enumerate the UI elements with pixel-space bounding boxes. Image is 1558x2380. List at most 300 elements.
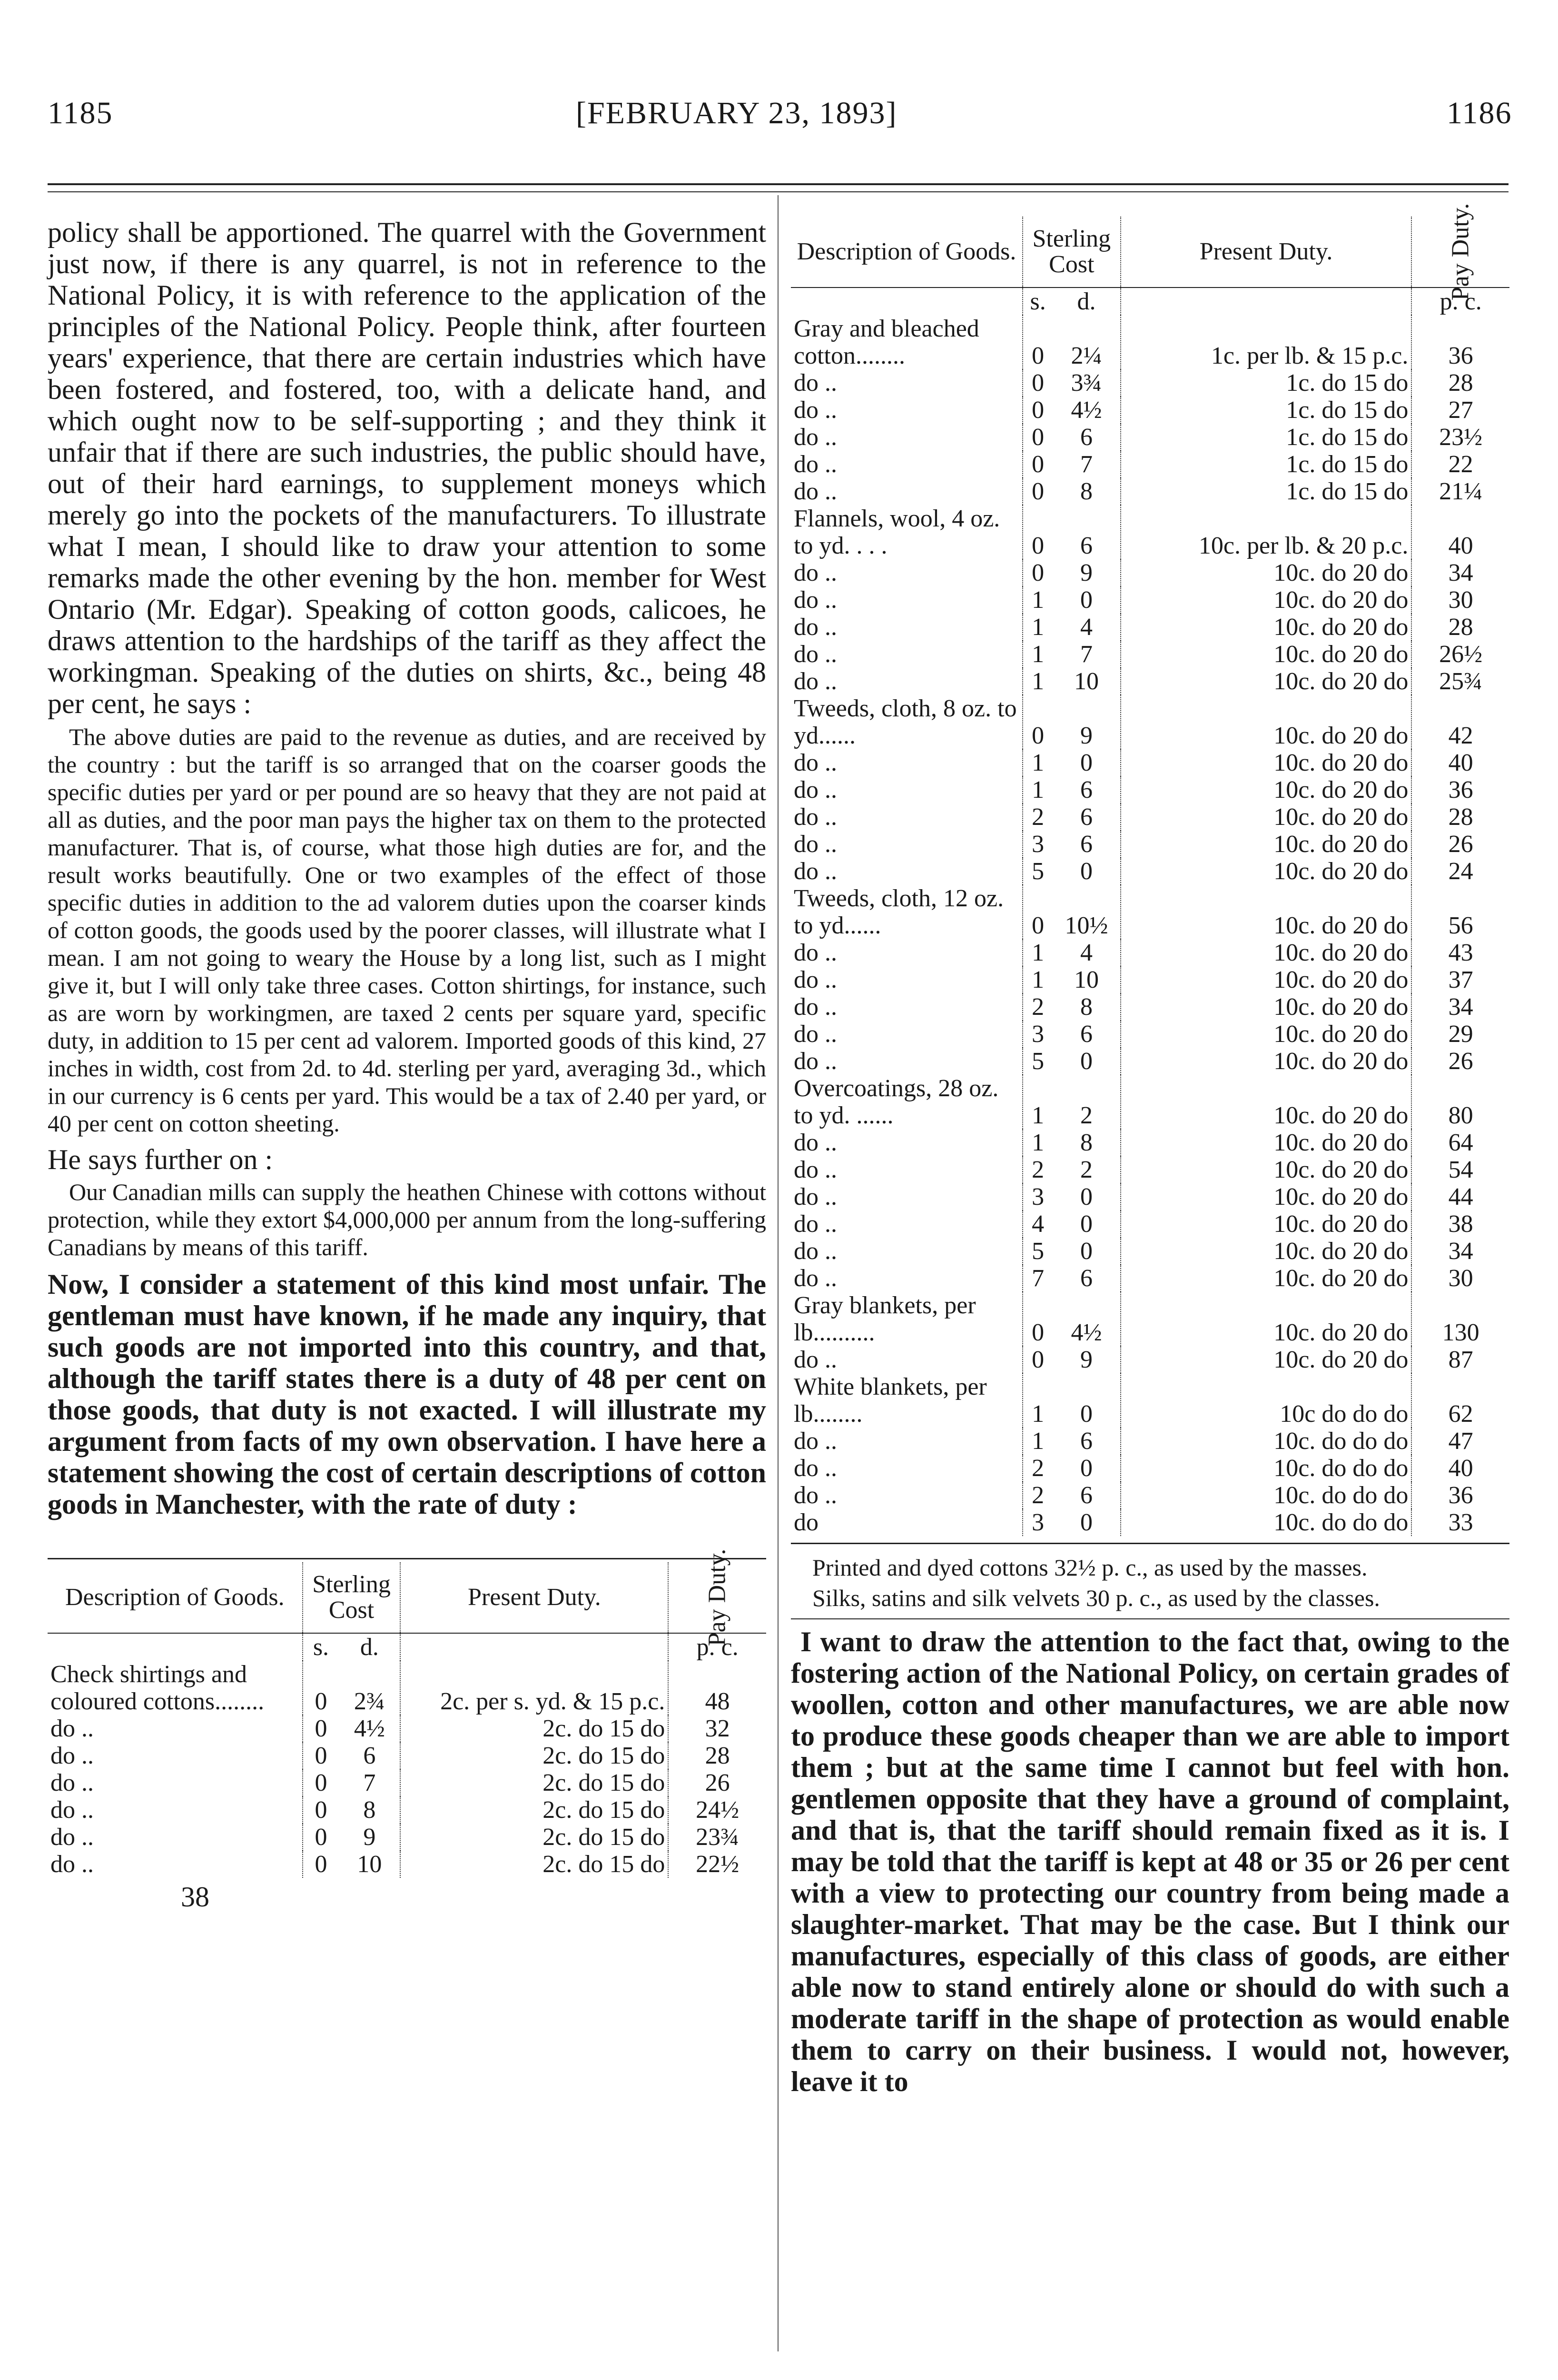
- row-shillings: 0: [1032, 424, 1045, 451]
- row-duty: 10c. do 20 do: [1121, 1346, 1412, 1373]
- row-description: Check shirtings and coloured cottons........: [48, 1661, 303, 1715]
- row-description: do ..: [791, 559, 1023, 586]
- row-description: Tweeds, cloth, 12 oz. to yd......: [791, 885, 1023, 939]
- table-row: [791, 885, 1509, 939]
- row-pay: 38: [1448, 1210, 1473, 1238]
- row-shillings: 0: [315, 1824, 327, 1851]
- row-description: do ..: [791, 993, 1023, 1021]
- row-shillings: 1: [1032, 668, 1045, 695]
- table-row: [791, 614, 1509, 641]
- row-pay: 64: [1448, 1129, 1473, 1156]
- col-description-header: Description of Goods.: [791, 217, 1023, 288]
- row-duty: 1c. do 15 do: [1121, 478, 1412, 505]
- row-description: do ..: [48, 1742, 303, 1769]
- right-note-rule: [791, 1618, 1509, 1619]
- row-description: do ..: [791, 1210, 1023, 1238]
- row-pay: 26: [1448, 831, 1473, 858]
- row-pay: 33: [1448, 1509, 1473, 1536]
- row-pence: 8: [1053, 478, 1120, 505]
- table-note-1: Printed and dyed cottons 32½ p. c., as used by the masses.: [812, 1554, 1368, 1581]
- row-pay: 44: [1448, 1183, 1473, 1210]
- row-pence: 9: [339, 1824, 400, 1851]
- left-paragraph-1: policy shall be apportioned. The quarrel with the Government just now, if there is any quarrel, is not in reference to the National Policy, it is with reference to the application of the principles of the National Policy. People think, after fourteen years' experience, that there are certain industries which have been fostered, and fostered, too, with a delicate hand, and which ought now to be self-supporting ; and they think it unfair that if there are such industries, the public should have, out of their hard earnings, to supplement moneys which merely go into the pockets of the manufacturers. To illustrate what I mean, I should like to draw your attention to some remarks made the other evening by the hon. member for West Ontario (Mr. Edgar). Speaking of cotton goods, calicoes, he draws attention to the hardships of the tariff as they affect the workingman. Speaking of the duties on shirts, &c., being 48 per cent, he says :: [48, 217, 766, 719]
- row-pay: 28: [1448, 803, 1473, 831]
- table-row: [48, 1715, 766, 1742]
- left-table-body: s. d. p. c. Check shirtings and coloured cottons........ 0 2¾ 2c. per s. yd. & 15 p.c. 48 do .. 0 4½ 2c. do 15 do 32 do .. 0 6 2c. do 15 do 28 do .. 0 7 2c. do 15 do 26 do .. 0 8 2c. do 15 do 24½ do .. 0 9 2c. do 15 do 23¾ do .. 0 10 2c. do 15 do 22½: [48, 1633, 766, 1878]
- row-pence: 2: [1053, 1156, 1120, 1183]
- row-description: do ..: [791, 1482, 1023, 1509]
- row-pence: 10: [339, 1851, 400, 1878]
- row-pence: 6: [1053, 1482, 1120, 1509]
- row-description: do ..: [791, 749, 1023, 776]
- table-row: [791, 1482, 1509, 1509]
- row-description: do ..: [48, 1715, 303, 1742]
- row-pence: 3¾: [1053, 369, 1120, 397]
- row-pence: 4: [1053, 614, 1120, 641]
- right-column: [791, 203, 1509, 2097]
- row-description: do ..: [791, 1346, 1023, 1373]
- row-pay: 28: [1448, 614, 1473, 641]
- row-shillings: 3: [1032, 1021, 1045, 1048]
- row-pence: 6: [1053, 1428, 1120, 1455]
- row-description: Overcoatings, 28 oz. to yd. ......: [791, 1075, 1023, 1129]
- table-row: [791, 1373, 1509, 1428]
- row-shillings: 0: [1032, 722, 1045, 749]
- row-shillings: 0: [315, 1796, 327, 1824]
- row-duty: 10c. do 20 do: [1121, 1292, 1412, 1346]
- row-shillings: 0: [315, 1769, 327, 1796]
- row-pay: 27: [1448, 397, 1473, 424]
- row-pence: 0: [1053, 1373, 1120, 1428]
- col-duty-header: Present Duty.: [400, 1562, 668, 1633]
- col-sterling-header: Sterling Cost: [303, 1562, 401, 1633]
- row-pence: 0: [1053, 858, 1120, 885]
- row-duty: 1c. do 15 do: [1121, 424, 1412, 451]
- row-pence: 2: [1053, 1075, 1120, 1129]
- row-pence: 4½: [1053, 1292, 1120, 1346]
- left-column: [48, 217, 766, 1914]
- row-description: do ..: [791, 586, 1023, 614]
- row-duty: 10c. do do do: [1121, 1509, 1412, 1536]
- row-duty: 10c. do 20 do: [1121, 803, 1412, 831]
- row-duty: 1c. do 15 do: [1121, 397, 1412, 424]
- row-pay: 36: [1448, 1482, 1473, 1509]
- col-sterling-header: Sterling Cost: [1023, 217, 1121, 288]
- table-row: [48, 1769, 766, 1796]
- row-duty: 10c. do 20 do: [1121, 1210, 1412, 1238]
- row-description: do ..: [791, 939, 1023, 966]
- row-description: Gray blankets, per lb..........: [791, 1292, 1023, 1346]
- row-duty: 2c. do 15 do: [400, 1796, 668, 1824]
- row-duty: 10c. do 20 do: [1121, 668, 1412, 695]
- row-pence: 0: [1053, 1183, 1120, 1210]
- row-duty: 10c. do 20 do: [1121, 1048, 1412, 1075]
- row-description: do ..: [791, 1048, 1023, 1075]
- row-pay: 30: [1448, 586, 1473, 614]
- row-shillings: 3: [1032, 831, 1045, 858]
- row-duty: 10c. do 20 do: [1121, 966, 1412, 993]
- row-pay: 29: [1448, 1021, 1473, 1048]
- table-row: [791, 831, 1509, 858]
- row-pence: 2¼: [1053, 315, 1120, 369]
- row-description: do ..: [48, 1824, 303, 1851]
- row-pence: 2¾: [339, 1661, 400, 1715]
- right-paragraph-1: I want to draw the attention to the fact that, owing to the fostering action of the National Policy, on certain grades of woollen, cotton and other manufactures, we are able now to produce these goods cheaper than we are able to import them ; but at the same time I cannot but feel with hon. gentlemen opposite that they have a ground of complaint, and that is, that the tariff should remain fixed as it is. I may be told that the tariff is kept at 48 or 35 or 26 per cent with a view to protecting our country from being made a slaughter-market. That may be the case. But I think our manufactures, especially of this class of goods, are either able now to stand entirely alone or should do with such a moderate tariff in the shape of protection as would enable them to carry on their business. I would not, however, leave it to: [791, 1626, 1509, 2097]
- row-pay: 24: [1448, 858, 1473, 885]
- row-pence: 4½: [1053, 397, 1120, 424]
- row-duty: 2c. do 15 do: [400, 1769, 668, 1796]
- row-duty: 10c. per lb. & 20 p.c.: [1121, 505, 1412, 559]
- row-description: do ..: [791, 1428, 1023, 1455]
- row-duty: 10c. do 20 do: [1121, 776, 1412, 803]
- row-pence: 8: [1053, 1129, 1120, 1156]
- row-pay: 28: [705, 1742, 730, 1769]
- row-pay: 28: [1448, 369, 1473, 397]
- row-pay: 26½: [1439, 641, 1483, 668]
- row-pay: 36: [1448, 776, 1473, 803]
- table-row: [791, 1075, 1509, 1129]
- row-description: do ..: [791, 1129, 1023, 1156]
- row-pay: 80: [1448, 1102, 1473, 1129]
- row-description: do ..: [48, 1796, 303, 1824]
- table-row: [791, 1265, 1509, 1292]
- table-row: [791, 1428, 1509, 1455]
- row-description: Gray and bleached cotton........: [791, 315, 1023, 369]
- table-row: [48, 1661, 766, 1715]
- row-pay: 30: [1448, 1265, 1473, 1292]
- row-pay: 24½: [696, 1796, 740, 1824]
- left-table-rule: [48, 1558, 766, 1559]
- row-pence: 4: [1053, 939, 1120, 966]
- row-pay: 62: [1448, 1400, 1473, 1428]
- row-shillings: 1: [1032, 776, 1045, 803]
- table-row: [48, 1824, 766, 1851]
- row-pence: 9: [1053, 1346, 1120, 1373]
- row-pay: 87: [1448, 1346, 1473, 1373]
- row-pay: 42: [1448, 722, 1473, 749]
- table-row: [791, 1183, 1509, 1210]
- left-paragraph-3: Now, I consider a statement of this kind most unfair. The gentleman must have known, if he made any inquiry, that such goods are not imported into this country, and that, although the tariff states there is a duty of 48 per cent on those goods, that duty is not exacted. I will illustrate my argument from facts of my own observation. I have here a statement showing the cost of certain descriptions of cotton goods in Manchester, with the rate of duty :: [48, 1269, 766, 1520]
- row-pay: 54: [1448, 1156, 1473, 1183]
- right-table-body: s. d. p. c. Gray and bleached cotton........ 0 2¼ 1c. per lb. & 15 p.c. 36 do .. 0 3¾ 1c. do 15 do 28 do .. 0 4½ 1c. do 15 do 27 do .. 0 6 1c. do 15 do 23½ do .. 0 7 1c. do 15 do 22 do .. 0 8 1c. do 15 do 21¼ Flannels, wool, 4 oz. to yd. . . . 0 6 10c. per lb. & 20 p.c. 40 do .. 0 9 10c. do 20 do 34 do .. 1 0 10c. do 20 do 30 do .. 1 4 10c. do 20 do 28 do .. 1 7 10c. do 20 do 26½ do .. 1 10 10c. do 20 do 25¾ Tweeds, cloth, 8 oz. to yd...... 0 9 10c. do 20 do 42 do .. 1 0 10c. do 20 do 40 do .. 1 6 10c. do 20 do 36 do .. 2 6 10c. do 20 do 28 do .. 3 6 10c. do 20 do 26 do .. 5 0 10c. do 20 do 24 Tweeds, cloth, 12 oz. to yd...... 0 10½ 10c. do 20 do 56 do .. 1 4 10c. do 20 do 43 do .. 1 10 10c. do 20 do 37 do .. 2 8 10c. do 20 do 34 do .. 3 6 10c. do 20 do 29 do .. 5 0 10c. do 20 do 26 Overcoatings, 28 oz. to yd. ...... 1 2 10c. do 20 do 80 do .. 1 8 10c. do 20 do 64 do .. 2 2 10c. do 20 do 54 do .. 3 0 10c. do 20 do 44 do .. 4 0 10c. do 20 do 38 do .. 5 0 10c. do 20 do 34 do .. 7 6 10c. do 20 do 30 Gray blankets, per lb.......... 0 4½ 10c. do 20 do 130 do .. 0 9 10c. do 20 do 87 White blankets, per lb........ 1 0 10c do do do 62 do .. 1 6 10c. do do do 47 do .. 2 0 10c. do do do 40 do .. 2 6 10c. do do do 36 do 3 0 10c. do do do 33: [791, 288, 1509, 1536]
- row-description: do ..: [791, 1021, 1023, 1048]
- table-row: [791, 315, 1509, 369]
- row-duty: 1c. per lb. & 15 p.c.: [1121, 315, 1412, 369]
- row-pence: 6: [1053, 776, 1120, 803]
- row-pence: 0: [1053, 1455, 1120, 1482]
- table-row: [791, 641, 1509, 668]
- column-divider: [778, 195, 779, 2351]
- signature-mark: 38: [181, 1881, 209, 1913]
- row-duty: 2c. do 15 do: [400, 1715, 668, 1742]
- row-duty: 10c. do 20 do: [1121, 695, 1412, 749]
- left-quote-1: The above duties are paid to the revenue as duties, and are received by the country : but the tariff is so arranged that on the coarser goods the specific duties per yard or per pound are so heavy that they are not paid at all as duties, and the poor man pays the higher tax on them to the protected manufacturer. That is, of course, what those high duties are for, and the result works beautifully. One or two examples of the effect of those specific duties in addition to the ad valorem duties upon the coarser kinds of cotton goods, the goods used by the poorer classes, will illustrate what I mean. I am not going to weary the House by a long list, such as I might give it, but I will only take three cases. Cotton shirtings, for instance, such as are worn by workingmen, are taxed 2 cents per square yard, specific duty, in addition to 15 per cent ad valorem. Imported goods of this kind, 27 inches in width, cost from 2d. to 4d. sterling per yard, averaging 3d., which in our currency is 6 cents per yard. This would be a tax of 2.40 per yard, or 40 per cent on cotton sheeting.: [48, 724, 766, 1137]
- row-description: do ..: [48, 1851, 303, 1878]
- row-pence: 0: [1053, 1238, 1120, 1265]
- table-row: [791, 1292, 1509, 1346]
- row-pay: 34: [1448, 1238, 1473, 1265]
- header-rule: [48, 183, 1509, 185]
- table-row: [791, 1509, 1509, 1536]
- row-shillings: 0: [315, 1742, 327, 1769]
- row-shillings: 1: [1032, 966, 1045, 993]
- row-pay: 47: [1448, 1428, 1473, 1455]
- row-description: do ..: [791, 424, 1023, 451]
- row-pence: 8: [339, 1796, 400, 1824]
- row-description: do ..: [791, 1265, 1023, 1292]
- row-shillings: 0: [1032, 559, 1045, 586]
- row-pence: 6: [1053, 831, 1120, 858]
- row-duty: 10c. do 20 do: [1121, 1129, 1412, 1156]
- table-row: [791, 776, 1509, 803]
- row-description: do ..: [791, 397, 1023, 424]
- table-row: [791, 803, 1509, 831]
- row-shillings: 7: [1032, 1265, 1045, 1292]
- row-pence: 9: [1053, 559, 1120, 586]
- row-pence: 6: [1053, 1265, 1120, 1292]
- row-shillings: 0: [315, 1851, 327, 1878]
- table-row: [791, 1238, 1509, 1265]
- table-row: [791, 1346, 1509, 1373]
- row-pence: 9: [1053, 695, 1120, 749]
- row-duty: 10c do do do: [1121, 1373, 1412, 1428]
- row-description: do: [791, 1509, 1023, 1536]
- right-duty-table: [791, 203, 1509, 1536]
- table-row: [48, 1742, 766, 1769]
- row-shillings: 1: [1032, 641, 1045, 668]
- table-row: [791, 451, 1509, 478]
- row-pay: 22½: [696, 1851, 740, 1878]
- row-pence: 10½: [1053, 885, 1120, 939]
- row-pence: 0: [1053, 749, 1120, 776]
- row-duty: 10c. do do do: [1121, 1482, 1412, 1509]
- row-duty: 10c. do 20 do: [1121, 749, 1412, 776]
- row-pay: 26: [705, 1769, 730, 1796]
- table-note-2: Silks, satins and silk velvets 30 p. c., as used by the classes.: [812, 1585, 1380, 1611]
- row-duty: 10c. do 20 do: [1121, 1075, 1412, 1129]
- table-row: [791, 858, 1509, 885]
- row-pay: 40: [1448, 1455, 1473, 1482]
- row-duty: 10c. do 20 do: [1121, 641, 1412, 668]
- page-date: [FEBRUARY 23, 1893]: [576, 96, 897, 130]
- row-pay: 130: [1442, 1319, 1479, 1346]
- row-description: do ..: [791, 668, 1023, 695]
- row-duty: 10c. do 20 do: [1121, 1021, 1412, 1048]
- row-shillings: 0: [1032, 532, 1045, 559]
- row-pay: 22: [1448, 451, 1473, 478]
- row-pay: 40: [1448, 532, 1473, 559]
- row-shillings: 1: [1032, 1102, 1045, 1129]
- row-pence: 7: [1053, 641, 1120, 668]
- table-row: [791, 424, 1509, 451]
- row-shillings: 2: [1032, 993, 1045, 1021]
- row-pay: 40: [1448, 749, 1473, 776]
- row-shillings: 1: [1032, 749, 1045, 776]
- row-shillings: 1: [1032, 1400, 1045, 1428]
- row-duty: 10c. do 20 do: [1121, 1265, 1412, 1292]
- row-pence: 7: [1053, 451, 1120, 478]
- row-description: do ..: [48, 1769, 303, 1796]
- col-description-header: Description of Goods.: [48, 1562, 303, 1633]
- left-paragraph-2: He says further on :: [48, 1144, 273, 1175]
- row-pay: 34: [1448, 993, 1473, 1021]
- row-pence: 0: [1053, 586, 1120, 614]
- row-shillings: 5: [1032, 1238, 1045, 1265]
- row-duty: 10c. do 20 do: [1121, 858, 1412, 885]
- row-description: do ..: [791, 369, 1023, 397]
- row-shillings: 2: [1032, 1156, 1045, 1183]
- table-row: [791, 1021, 1509, 1048]
- row-shillings: 5: [1032, 858, 1045, 885]
- row-shillings: 2: [1032, 1482, 1045, 1509]
- row-duty: 10c. do 20 do: [1121, 559, 1412, 586]
- table-row: [791, 993, 1509, 1021]
- row-description: do ..: [791, 641, 1023, 668]
- col-pay-header: Pay Duty.: [1411, 217, 1509, 288]
- row-description: do ..: [791, 831, 1023, 858]
- row-pence: 10: [1053, 966, 1120, 993]
- table-row: [791, 397, 1509, 424]
- row-pay: 23¾: [696, 1824, 740, 1851]
- page-number-left: 1185: [48, 96, 113, 130]
- row-pence: 8: [1053, 993, 1120, 1021]
- row-shillings: 1: [1032, 1428, 1045, 1455]
- row-pence: 7: [339, 1769, 400, 1796]
- row-pay: 25¾: [1439, 668, 1483, 695]
- row-pence: 6: [1053, 505, 1120, 559]
- table-row: [791, 668, 1509, 695]
- row-duty: 10c. do 20 do: [1121, 1156, 1412, 1183]
- row-duty: 10c. do 20 do: [1121, 885, 1412, 939]
- row-pence: 6: [1053, 1021, 1120, 1048]
- row-duty: 10c. do 20 do: [1121, 614, 1412, 641]
- header-rule-thin: [48, 191, 1509, 192]
- row-description: do ..: [791, 1455, 1023, 1482]
- row-shillings: 5: [1032, 1048, 1045, 1075]
- table-row: [48, 1851, 766, 1878]
- row-pay: 43: [1448, 939, 1473, 966]
- row-duty: 2c. do 15 do: [400, 1824, 668, 1851]
- table-row: [791, 1129, 1509, 1156]
- row-pay: 34: [1448, 559, 1473, 586]
- row-shillings: 0: [1032, 1319, 1045, 1346]
- table-row: [791, 1210, 1509, 1238]
- row-duty: 2c. per s. yd. & 15 p.c.: [400, 1661, 668, 1715]
- col-pay-header: Pay Duty.: [668, 1562, 766, 1633]
- row-description: do ..: [791, 776, 1023, 803]
- row-pay: 56: [1448, 912, 1473, 939]
- table-row: [791, 749, 1509, 776]
- row-duty: 10c. do do do: [1121, 1428, 1412, 1455]
- row-shillings: 0: [315, 1688, 327, 1715]
- row-description: do ..: [791, 803, 1023, 831]
- row-description: Tweeds, cloth, 8 oz. to yd......: [791, 695, 1023, 749]
- row-shillings: 2: [1032, 803, 1045, 831]
- row-shillings: 0: [1032, 1346, 1045, 1373]
- row-duty: 10c. do 20 do: [1121, 993, 1412, 1021]
- row-pence: 0: [1053, 1509, 1120, 1536]
- table-row: [791, 939, 1509, 966]
- left-quote-2: Our Canadian mills can supply the heathen Chinese with cottons without protection, while they extort $4,000,000 per annum from the long-suffering Canadians by means of this tariff.: [48, 1179, 766, 1260]
- table-row: [791, 1156, 1509, 1183]
- row-pay: 48: [705, 1688, 730, 1715]
- row-duty: 10c. do 20 do: [1121, 1183, 1412, 1210]
- row-pence: 6: [1053, 424, 1120, 451]
- row-shillings: 0: [1032, 397, 1045, 424]
- row-duty: 10c. do 20 do: [1121, 831, 1412, 858]
- row-pay: 36: [1448, 342, 1473, 369]
- row-pay: 26: [1448, 1048, 1473, 1075]
- row-shillings: 0: [1032, 478, 1045, 505]
- table-row: [48, 1796, 766, 1824]
- left-duty-table: [48, 1548, 766, 1878]
- row-shillings: 0: [1032, 342, 1045, 369]
- row-pence: 10: [1053, 668, 1120, 695]
- row-duty: 2c. do 15 do: [400, 1742, 668, 1769]
- table-row: [791, 369, 1509, 397]
- table-row: [791, 1455, 1509, 1482]
- row-shillings: 0: [315, 1715, 327, 1742]
- row-pence: 4½: [339, 1715, 400, 1742]
- row-duty: 2c. do 15 do: [400, 1851, 668, 1878]
- row-description: do ..: [791, 858, 1023, 885]
- row-pay: 23½: [1439, 424, 1483, 451]
- row-shillings: 1: [1032, 939, 1045, 966]
- right-table-rule: [791, 1543, 1509, 1544]
- row-shillings: 4: [1032, 1210, 1045, 1238]
- row-duty: 10c. do do do: [1121, 1455, 1412, 1482]
- row-shillings: 2: [1032, 1455, 1045, 1482]
- row-shillings: 1: [1032, 1129, 1045, 1156]
- table-row: [791, 966, 1509, 993]
- row-description: do ..: [791, 451, 1023, 478]
- row-shillings: 3: [1032, 1183, 1045, 1210]
- row-description: do ..: [791, 614, 1023, 641]
- row-shillings: 0: [1032, 369, 1045, 397]
- row-pence: 6: [1053, 803, 1120, 831]
- table-row: [791, 586, 1509, 614]
- row-shillings: 0: [1032, 451, 1045, 478]
- row-pay: 37: [1448, 966, 1473, 993]
- row-pence: 0: [1053, 1048, 1120, 1075]
- col-duty-header: Present Duty.: [1121, 217, 1412, 288]
- row-description: do ..: [791, 1238, 1023, 1265]
- table-row: [791, 559, 1509, 586]
- row-shillings: 1: [1032, 614, 1045, 641]
- table-row: [791, 478, 1509, 505]
- table-row: [791, 505, 1509, 559]
- page-number-right: 1186: [1447, 96, 1512, 130]
- row-description: Flannels, wool, 4 oz. to yd. . . .: [791, 505, 1023, 559]
- row-pay: 32: [705, 1715, 730, 1742]
- row-duty: 10c. do 20 do: [1121, 939, 1412, 966]
- row-description: do ..: [791, 1183, 1023, 1210]
- table-row: [791, 695, 1509, 749]
- row-shillings: 0: [1032, 912, 1045, 939]
- row-pence: 0: [1053, 1210, 1120, 1238]
- row-duty: 10c. do 20 do: [1121, 586, 1412, 614]
- row-description: do ..: [791, 1156, 1023, 1183]
- row-duty: 10c. do 20 do: [1121, 1238, 1412, 1265]
- row-description: do ..: [791, 966, 1023, 993]
- row-duty: 1c. do 15 do: [1121, 369, 1412, 397]
- row-duty: 1c. do 15 do: [1121, 451, 1412, 478]
- row-pence: 6: [339, 1742, 400, 1769]
- row-pay: 21¼: [1439, 478, 1483, 505]
- row-description: do ..: [791, 478, 1023, 505]
- row-description: White blankets, per lb........: [791, 1373, 1023, 1428]
- table-row: [791, 1048, 1509, 1075]
